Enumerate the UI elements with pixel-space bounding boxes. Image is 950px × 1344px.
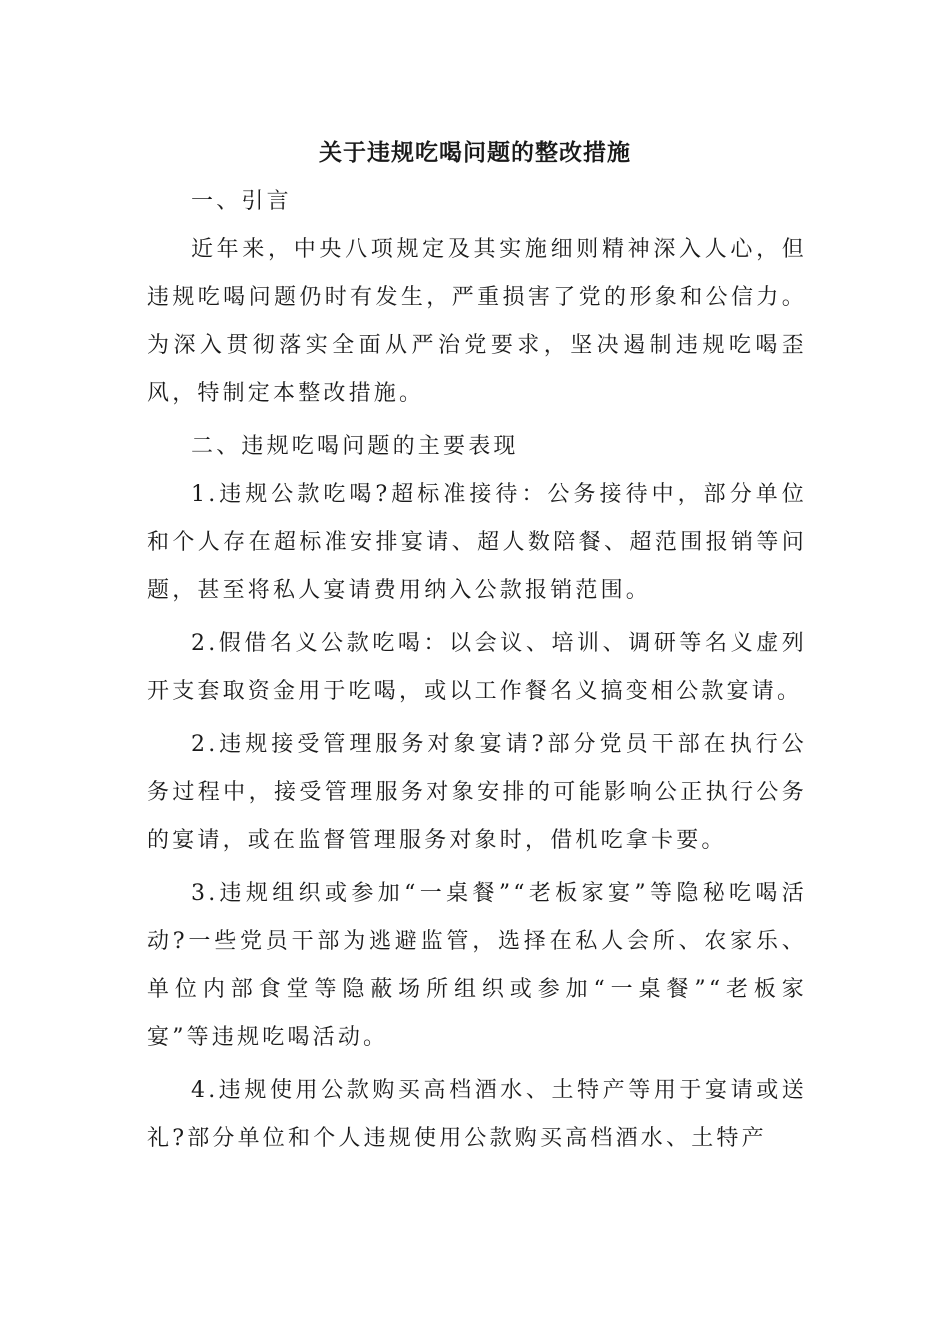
section-heading-intro: 一、引言 (191, 189, 292, 214)
paragraph-item-2a: 2.假借名义公款吃喝：以会议、培训、调研等名义虚列开支套取资金用于吃喝，或以工作餐名义搞变相公款宴请。 (147, 631, 807, 704)
paragraph-item-4: 4.违规使用公款购买高档酒水、土特产等用于宴请或送礼?部分单位和个人违规使用公款购买高档酒水、土特产 (147, 1078, 807, 1151)
section-heading-manifestations: 二、违规吃喝问题的主要表现 (191, 434, 519, 459)
document-body (147, 178, 807, 1168)
paragraph-item-2b: 2.违规接受管理服务对象宴请?部分党员干部在执行公务过程中，接受管理服务对象安排的可能影响公正执行公务的宴请，或在监督管理服务对象时，借机吃拿卡要。 (147, 732, 807, 853)
paragraph-item-3: 3.违规组织或参加“一桌餐”“老板家宴”等隐秘吃喝活动?一些党员干部为逃避监管，选择在私人会所、农家乐、单位内部食堂等隐蔽场所组织或参加“一桌餐”“老板家宴”等违规吃喝活动。 (147, 881, 807, 1050)
paragraph-intro: 近年来，中央八项规定及其实施细则精神深入人心，但违规吃喝问题仍时有发生，严重损害了党的形象和公信力。为深入贯彻落实全面从严治党要求，坚决遏制违规吃喝歪风，特制定本整改措施。 (147, 237, 807, 406)
paragraph-item-1: 1.违规公款吃喝?超标准接待：公务接待中，部分单位和个人存在超标准安排宴请、超人数陪餐、超范围报销等问题，甚至将私人宴请费用纳入公款报销范围。 (147, 482, 807, 603)
document-title: 关于违规吃喝问题的整改措施 (319, 139, 631, 166)
